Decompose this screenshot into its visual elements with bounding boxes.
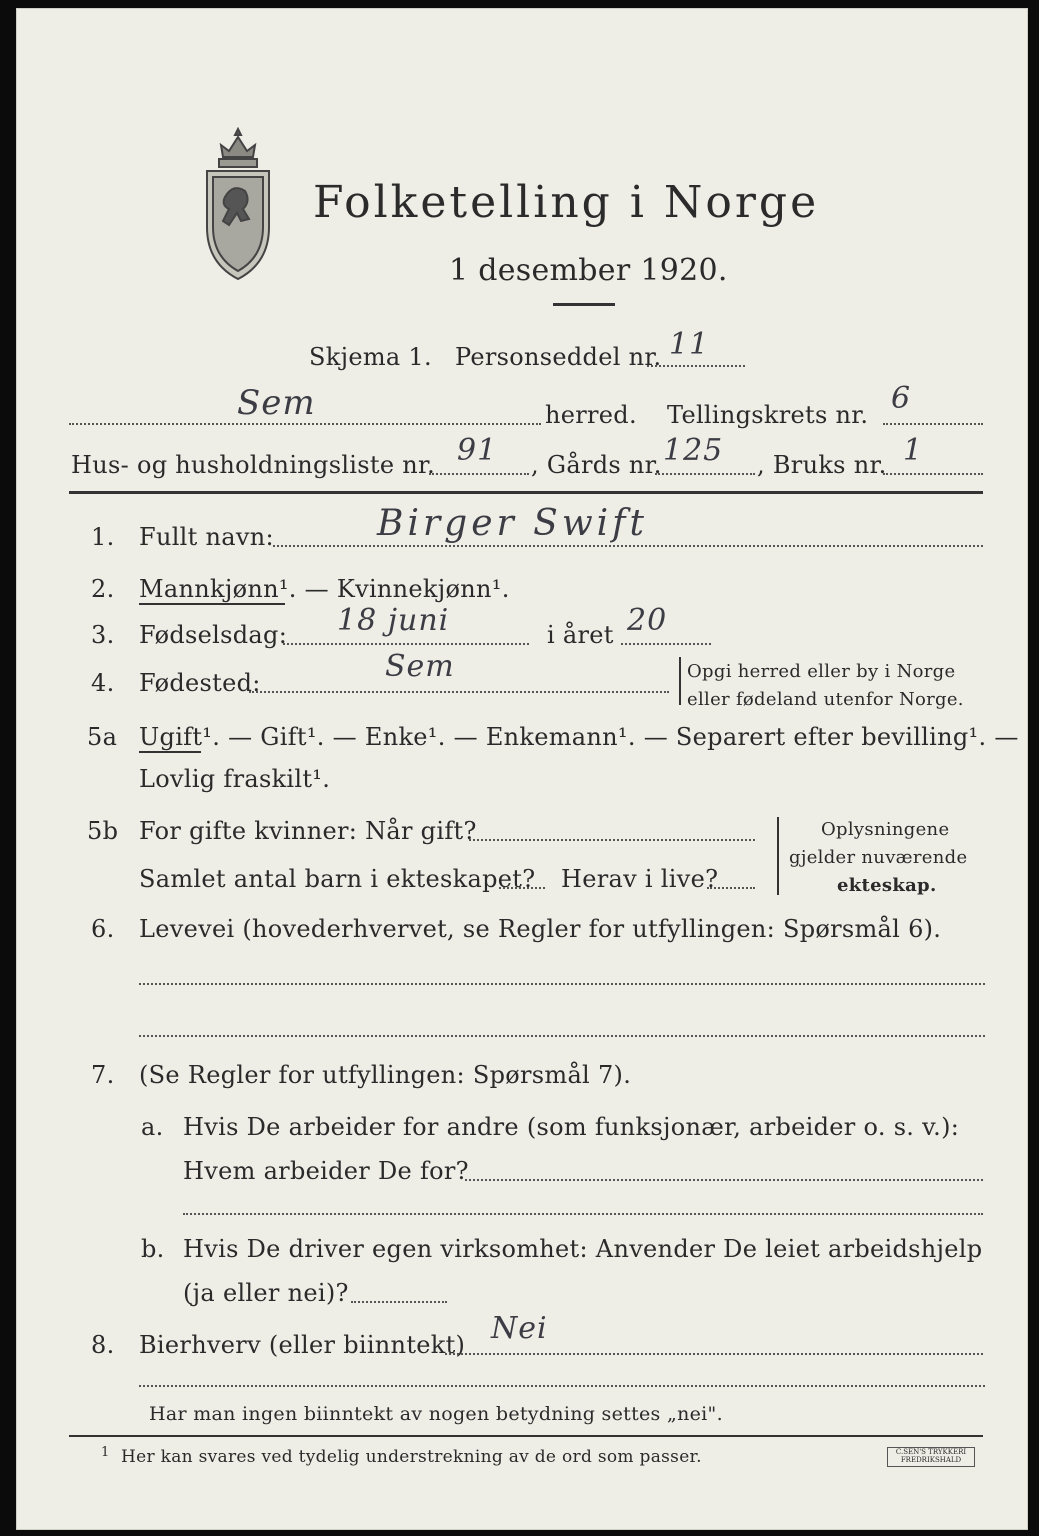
q5b-children-line [499,887,545,889]
q2-number: 2. [91,575,115,603]
gards-label: , Gårds nr. [531,451,662,479]
q5b-note-line2: gjelder nuværende [789,847,968,868]
q5b-number: 5b [87,817,119,845]
q3-label: Fødselsdag: [139,621,288,649]
q5a-underline-ugift [139,751,201,753]
q2-label: Mannkjønn¹. — Kvinnekjønn¹. [139,575,510,603]
q4-line [249,691,669,693]
schema-label: Skjema 1. [309,343,432,371]
gards-value[interactable]: 125 [663,433,724,468]
q8-line [445,1353,983,1355]
census-form-sheet [16,8,1028,1530]
personseddel-label: Personseddel nr. [455,343,662,371]
q7b-letter: b. [141,1235,165,1263]
q5b-label-children: Samlet antal barn i ekteskapet? [139,865,536,893]
husliste-line [429,473,529,475]
q5b-alive-line [707,887,755,889]
tellingskrets-value[interactable]: 6 [891,381,912,416]
q3-year-value[interactable]: 20 [627,603,668,638]
title-divider [553,303,615,306]
form-date: 1 desember 1920. [449,253,728,288]
q2-underline-mannkjonn [139,603,285,605]
q3-date-line [283,643,529,645]
q5a-line2: Lovlig fraskilt¹. [139,765,331,793]
q5b-label-when-married: For gifte kvinner: Når gift? [139,817,477,845]
form-title: Folketelling i Norge [313,177,820,228]
q1-line [273,545,983,547]
q1-value[interactable]: Birger Swift [377,503,648,544]
norwegian-coat-of-arms-icon [193,127,283,287]
q5b-note-line1: Oplysningene [821,819,950,840]
q7b-line [351,1301,447,1303]
q7-number: 7. [91,1061,115,1089]
q4-number: 4. [91,669,115,697]
footnote-text: Her kan svares ved tydelig understrekning av de ord som passer. [121,1447,702,1467]
q4-note-line1: Opgi herred eller by i Norge [687,661,956,682]
husliste-label: Hus- og husholdningsliste nr. [71,451,436,479]
q5a-line1: Ugift¹. — Gift¹. — Enke¹. — Enkemann¹. — Separert efter bevilling¹. — [139,723,1019,751]
q1-number: 1. [91,523,115,551]
q7-label: (Se Regler for utfyllingen: Spørsmål 7). [139,1061,632,1089]
footer-divider [69,1435,983,1437]
q3-value[interactable]: 18 juni [337,603,450,638]
q7a-line2: Hvem arbeider De for? [183,1157,469,1185]
q6-label: Levevei (hovederhvervet, se Regler for utfyllingen: Spørsmål 6). [139,915,942,943]
q1-label: Fullt navn: [139,523,274,551]
husliste-value[interactable]: 91 [457,433,498,468]
printer-stamp [887,1447,975,1467]
footer-note: Har man ingen biinntekt av nogen betydning settes „nei". [149,1403,723,1425]
bruks-label: , Bruks nr. [757,451,887,479]
q8-line-extra [139,1385,985,1387]
tellingskrets-line [883,423,983,425]
q5b-when-line [469,839,755,841]
bruks-line [883,473,983,475]
q8-number: 8. [91,1331,115,1359]
q7a-letter: a. [141,1113,164,1141]
q8-value[interactable]: Nei [491,1311,548,1346]
q3-year-label: i året [547,621,614,649]
q4-value[interactable]: Sem [385,649,455,684]
gards-line [655,473,755,475]
q6-line1 [139,983,985,985]
q7a-line1: Hvis De arbeider for andre (som funksjonær, arbeider o. s. v.): [183,1113,960,1141]
q5b-note-line3: ekteskap. [837,875,937,896]
header-divider [69,491,983,494]
q5b-bracket [777,817,779,895]
q7b-line2: (ja eller nei)? [183,1279,349,1307]
q5b-label-alive: Herav i live? [561,865,719,893]
personseddel-value[interactable]: 11 [669,327,710,362]
q5a-number: 5a [87,723,118,751]
personseddel-line [647,365,745,367]
q3-number: 3. [91,621,115,649]
q4-label: Fødested: [139,669,261,697]
q7b-line1: Hvis De driver egen virksomhet: Anvender De leiet arbeidshjelp [183,1235,983,1263]
q6-line2 [139,1035,985,1037]
footnote-mark: 1 [101,1445,110,1460]
q7a-line [465,1179,983,1181]
q3-year-line [621,643,711,645]
q4-bracket [679,657,681,705]
q7a-line-extra [183,1213,983,1215]
herred-label: herred. [545,401,637,429]
tellingskrets-label: Tellingskrets nr. [667,401,869,429]
printer-stamp-text: C.SEN'S TRYKKERI FREDRIKSHALD [895,1448,967,1464]
q8-label: Bierhverv (eller biinntekt) [139,1331,466,1359]
herred-value[interactable]: Sem [237,383,316,423]
q6-number: 6. [91,915,115,943]
herred-line [69,423,541,425]
q4-note-line2: eller fødeland utenfor Norge. [687,689,964,710]
bruks-value[interactable]: 1 [903,433,924,468]
